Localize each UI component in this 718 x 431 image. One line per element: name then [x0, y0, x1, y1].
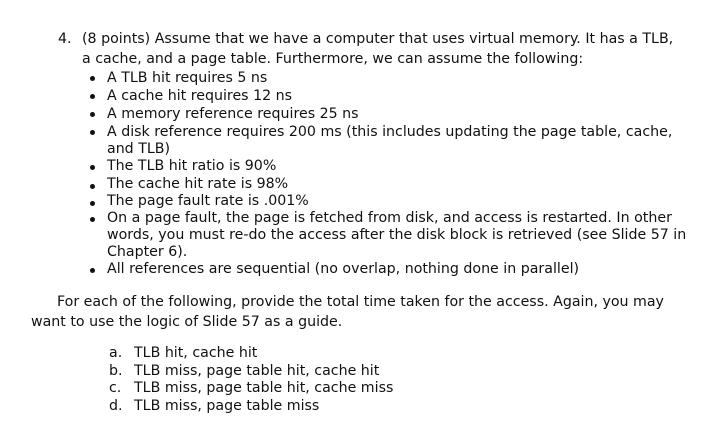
bullet-icon [90, 130, 95, 135]
bullet-icon [90, 217, 95, 222]
case-letter: a. [109, 345, 123, 361]
assumption-text: The cache hit rate is 98% [107, 176, 289, 192]
assumption-text: A cache hit requires 12 ns [107, 88, 293, 104]
instruction-line-2: want to use the logic of Slide 57 as a guide. [31, 314, 343, 330]
assumption-text: A memory reference requires 25 ns [107, 106, 359, 122]
instruction-line-1: For each of the following, provide the total time taken for the access. Again, you may [57, 294, 664, 310]
bullet-icon [90, 268, 95, 273]
bullet-icon [90, 76, 95, 81]
bullet-icon [90, 201, 95, 206]
assumption-text: On a page fault, the page is fetched from disk, and access is restarted. In other [107, 210, 672, 226]
case-text: TLB hit, cache hit [134, 345, 258, 361]
assumption-text: A TLB hit requires 5 ns [107, 70, 268, 86]
case-text: TLB miss, page table miss [134, 398, 320, 414]
question-intro-line-2: a cache, and a page table. Furthermore, we can assume the following: [82, 51, 584, 67]
case-text: TLB miss, page table hit, cache miss [134, 380, 394, 396]
assumption-text: words, you must re-do the access after the disk block is retrieved (see Slide 57 in [107, 227, 687, 243]
assumption-text: The page fault rate is .001% [107, 193, 309, 209]
bullet-icon [90, 184, 95, 189]
bullet-icon [90, 165, 95, 170]
case-letter: c. [109, 380, 122, 396]
assumption-text: All references are sequential (no overlap, nothing done in parallel) [107, 261, 580, 277]
question-intro-line-1: (8 points) Assume that we have a computer that uses virtual memory. It has a TLB, [82, 31, 674, 47]
case-letter: d. [109, 398, 123, 414]
assumption-text: The TLB hit ratio is 90% [107, 158, 277, 174]
assumption-text: Chapter 6). [107, 244, 188, 260]
assumption-text: and TLB) [107, 141, 171, 157]
case-text: TLB miss, page table hit, cache hit [134, 363, 380, 379]
bullet-icon [90, 112, 95, 117]
assumption-text: A disk reference requires 200 ms (this includes updating the page table, cache, [107, 124, 673, 140]
bullet-icon [90, 94, 95, 99]
case-letter: b. [109, 363, 123, 379]
question-number: 4. [58, 31, 72, 47]
